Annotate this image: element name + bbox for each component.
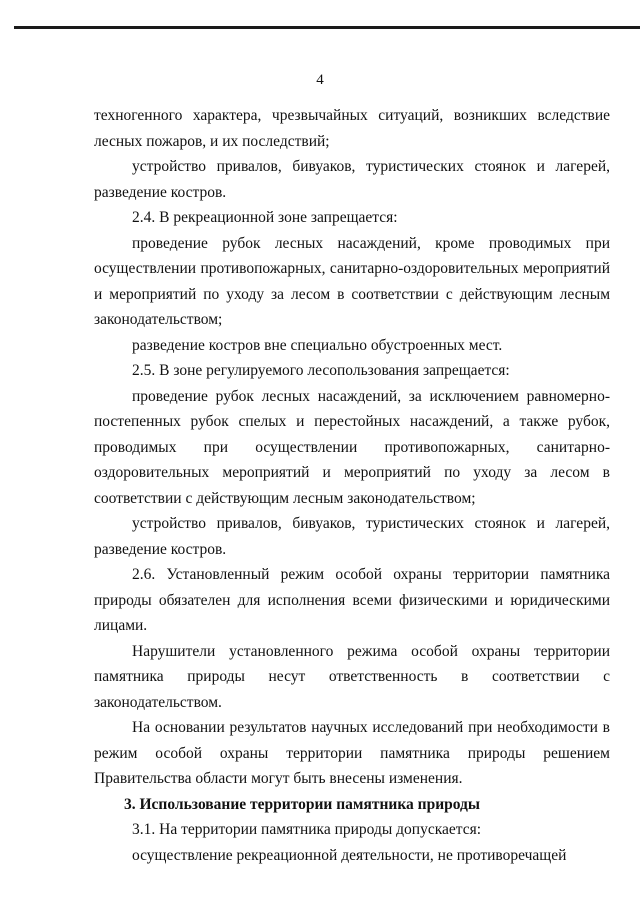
paragraph-section-3-1: 3.1. На территории памятника природы допускается: (132, 821, 482, 838)
paragraph-section-2-6: 2.6. Установленный режим особой охраны территории памятника природы обязателен для исполнения всеми физическими и юридическими лицами. (94, 566, 610, 634)
paragraph-item: разведение костров вне специально обустроенных мест. (132, 336, 503, 354)
document-body (94, 103, 610, 868)
page-top-rule (14, 26, 640, 29)
page-number: 4 (316, 72, 324, 88)
paragraph-item: проведение рубок лесных насаждений, за исключением равномерно-постепенных рубок спелых и перестойных насаждений, а также рубок, проводимых при осуществлении противопожарных, санитарно-оздоровительных мероприятий и мероприятий по уходу за лесом в соответствии с действующим лесным законодательством; (94, 387, 610, 507)
paragraph-item: На основании результатов научных исследований при необходимости в режим особой охраны территории памятника природы решением Правительства области могут быть внесены изменения. (94, 719, 610, 787)
paragraph-continuation: техногенного характера, чрезвычайных ситуаций, возникших вследствие лесных пожаров, и их последствий; (94, 107, 610, 150)
section-heading-3: 3. Использование территории памятника природы (124, 795, 480, 813)
paragraph-section-2-5: 2.5. В зоне регулируемого лесопользования запрещается: (132, 362, 510, 379)
paragraph-item: проведение рубок лесных насаждений, кроме проводимых при осуществлении противопожарных, санитарно-оздоровительных мероприятий и мероприятий по уходу за лесом в соответствии с действующим лесным законодательством; (94, 234, 610, 328)
paragraph-item: Нарушители установленного режима особой охраны территории памятника природы несут ответственность в соответствии с законодательством. (94, 642, 610, 711)
paragraph-item: устройство привалов, бивуаков, туристических стоянок и лагерей, разведение костров. (94, 158, 610, 201)
paragraph-section-2-4: 2.4. В рекреационной зоне запрещается: (132, 209, 398, 226)
paragraph-item: устройство привалов, бивуаков, туристических стоянок и лагерей, разведение костров. (94, 515, 610, 558)
paragraph-item: осуществление рекреационной деятельности, не противоречащей (132, 846, 567, 864)
